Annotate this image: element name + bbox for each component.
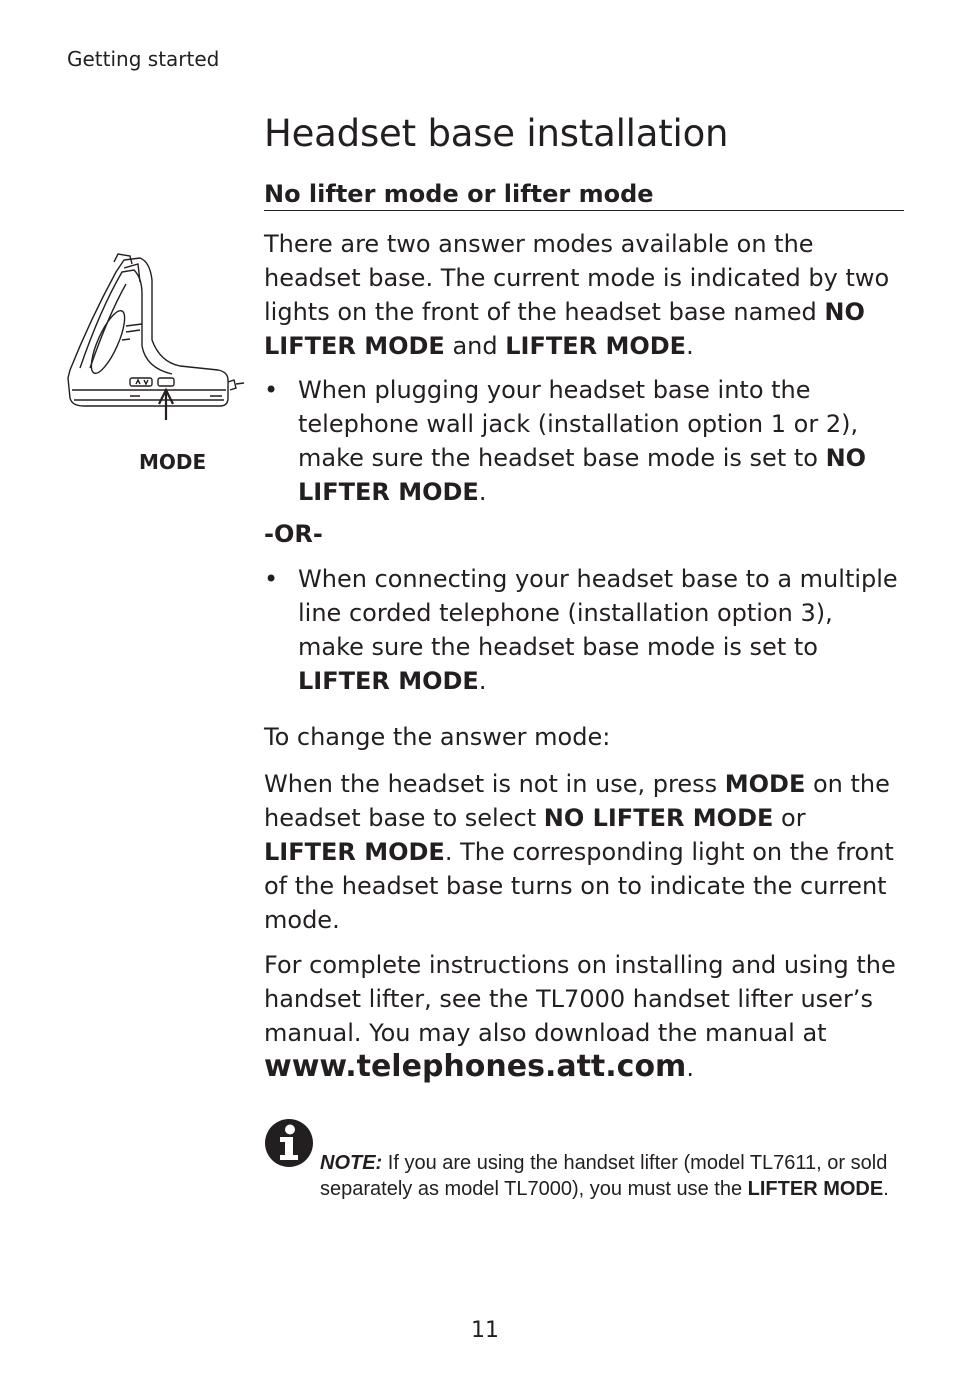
page-title: Headset base installation [264, 112, 729, 155]
complete-instructions-paragraph: For complete instructions on installing and using the handset lifter, see the TL7000 handset lifter user’s manual. You may also download the manual at www.telephones.att.com. [264, 951, 896, 1084]
list-item [264, 562, 904, 698]
bullet-text: When connecting your headset base to a multiple line corded telephone (installation option 3), make sure the headset base mode is set to LIFTER MODE. [298, 565, 898, 695]
mode-callout-label: MODE [139, 450, 207, 474]
sub-heading: No lifter mode or lifter mode [264, 180, 904, 211]
bullet-marker: • [264, 565, 279, 593]
note-label: NOTE: [320, 1152, 383, 1174]
change-mode-paragraph: To change the answer mode: [264, 723, 611, 751]
bullet-text: When plugging your headset base into the telephone wall jack (installation option 1 or 2), make sure the headset base mode is set to NO LIFTER MODE. [298, 376, 867, 506]
or-divider-text: -OR- [264, 520, 323, 548]
website-link[interactable]: www.telephones.att.com [264, 1049, 687, 1084]
headset-base-illustration [60, 250, 250, 420]
info-icon [264, 1118, 314, 1168]
bullet-marker: • [264, 376, 279, 404]
section-label: Getting started [67, 47, 220, 71]
list-item [264, 373, 904, 509]
note-text: NOTE: If you are using the handset lifter (model TL7611, or sold separately as model TL7000), you must use the LIFTER MODE. [320, 1152, 889, 1200]
intro-paragraph: There are two answer modes available on the headset base. The current mode is indicated by two lights on the front of the headset base named NO LIFTER MODE and LIFTER MODE. [264, 230, 890, 360]
page-number: 11 [471, 1318, 499, 1343]
press-mode-paragraph: When the headset is not in use, press MODE on the headset base to select NO LIFTER MODE or LIFTER MODE. The corresponding light on the front of the headset base turns on to indicate the current mode. [264, 770, 894, 934]
